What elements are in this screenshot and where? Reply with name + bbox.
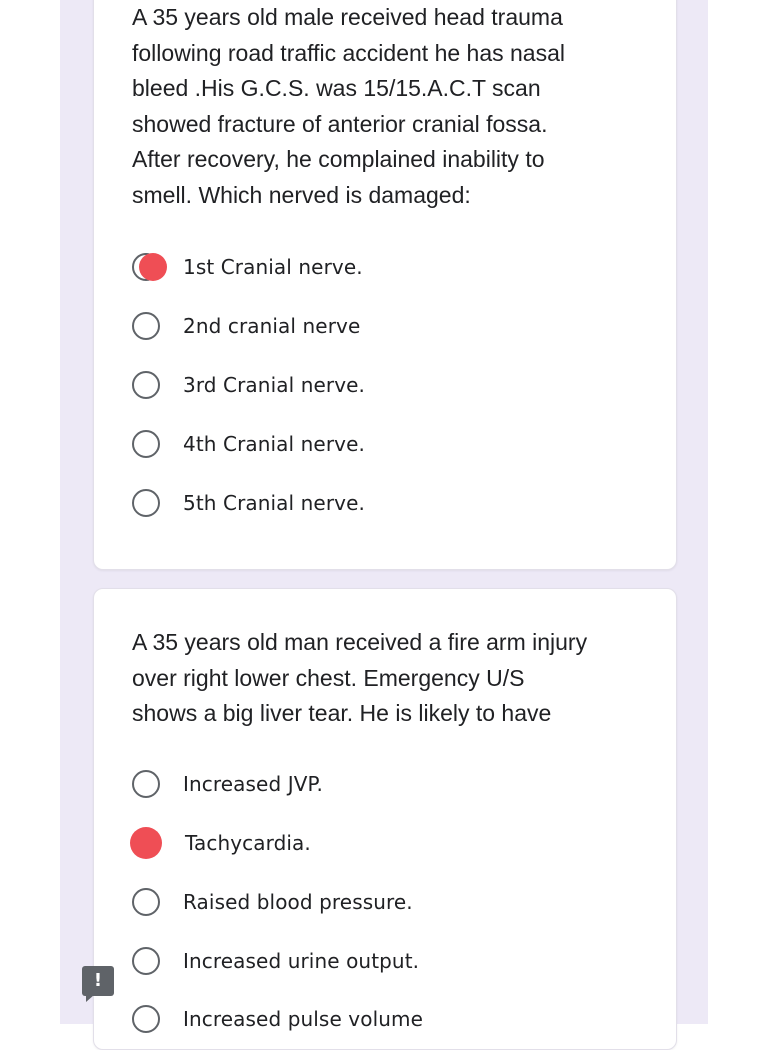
question-line: over right lower chest. Emergency U/S xyxy=(132,664,525,691)
question-line: following road traffic accident he has nasal xyxy=(132,39,566,66)
radio-empty-icon[interactable] xyxy=(132,371,160,399)
radio-selected-icon[interactable] xyxy=(132,253,160,281)
radio-option[interactable] xyxy=(132,247,612,287)
option-label: 5th Cranial nerve. xyxy=(183,491,365,515)
option-label: 4th Cranial nerve. xyxy=(183,432,365,456)
option-label: Increased pulse volume xyxy=(183,1007,423,1031)
radio-option[interactable] xyxy=(132,483,612,523)
feedback-glyph: ! xyxy=(93,970,103,991)
radio-option[interactable] xyxy=(132,424,612,464)
question-line: showed fracture of anterior cranial fossa. xyxy=(132,110,548,137)
option-label: Tachycardia. xyxy=(185,831,311,855)
radio-option[interactable] xyxy=(132,365,612,405)
question-line: After recovery, he complained inability to xyxy=(132,146,545,172)
radio-empty-icon[interactable] xyxy=(132,312,160,340)
radio-option[interactable] xyxy=(132,764,612,804)
question-line: smell. Which nerved is damaged: xyxy=(132,181,471,208)
radio-empty-icon[interactable] xyxy=(132,430,160,458)
question-line: A 35 years old male received head trauma xyxy=(132,4,563,30)
option-label: 3rd Cranial nerve. xyxy=(183,373,365,397)
radio-empty-icon[interactable] xyxy=(132,947,160,975)
question-line: bleed .His G.C.S. was 15/15.A.C.T scan xyxy=(132,75,541,101)
radio-option[interactable] xyxy=(132,999,612,1039)
radio-empty-icon[interactable] xyxy=(132,1005,160,1033)
radio-option[interactable] xyxy=(132,941,612,981)
radio-empty-icon[interactable] xyxy=(132,489,160,517)
question-text xyxy=(132,625,632,732)
radio-empty-icon[interactable] xyxy=(132,770,160,798)
question-card-1 xyxy=(93,0,677,570)
radio-option[interactable] xyxy=(132,823,612,863)
feedback-icon[interactable] xyxy=(82,966,114,996)
question-text xyxy=(132,0,632,213)
question-line: shows a big liver tear. He is likely to have xyxy=(132,700,552,726)
option-label: 1st Cranial nerve. xyxy=(183,255,363,279)
question-card-2 xyxy=(93,588,677,1050)
option-label: Increased urine output. xyxy=(183,949,420,973)
option-label: Raised blood pressure. xyxy=(183,890,413,914)
option-label: 2nd cranial nerve xyxy=(183,314,361,338)
radio-selected-icon[interactable] xyxy=(130,827,162,859)
radio-option[interactable] xyxy=(132,882,612,922)
option-label: Increased JVP. xyxy=(183,772,323,796)
radio-option[interactable] xyxy=(132,306,612,346)
question-line: A 35 years old man received a fire arm injury xyxy=(132,629,588,655)
radio-empty-icon[interactable] xyxy=(132,888,160,916)
